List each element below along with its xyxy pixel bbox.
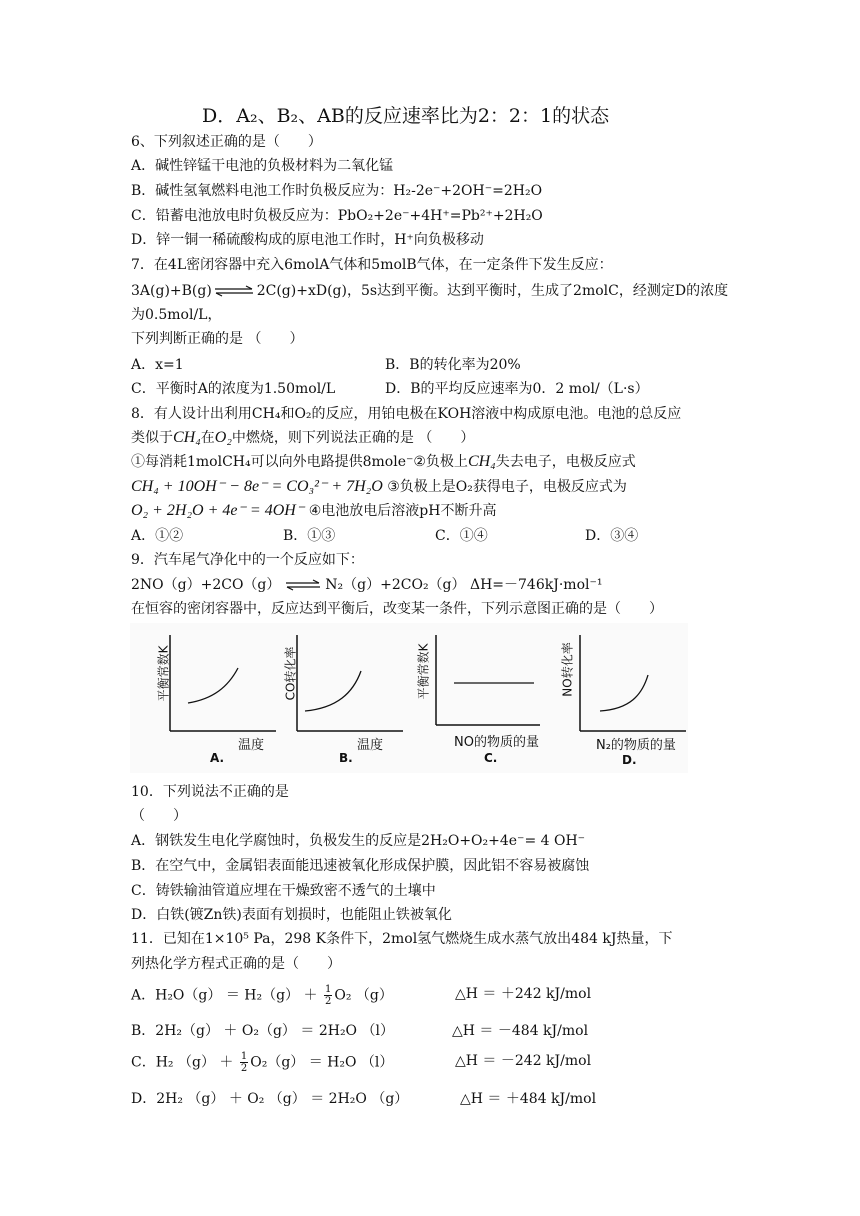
q8-option-b: B．①③ [283,528,336,544]
q8-equation-2: O₂ + 2H₂O + 4e⁻ = 4OH⁻ [131,502,305,519]
frac-num: 1 [324,984,332,995]
graph-c-ylabel: 平衡常数K [416,643,431,700]
q9-stem: 9．汽车尾气净化中的一个反应如下： [131,552,364,568]
q8-statement-1: ①每消耗1molCH₄可以向外电路提供8mole⁻②负极上 [131,454,468,470]
graph-d-xlabel: N₂的物质的量 [596,738,676,753]
q8-option-c: C．①④ [435,528,488,544]
q9-eq-right: N₂（g）+2CO₂（g） ΔH=－746kJ·mol⁻¹ [325,577,603,593]
q6-option-d: D．锌一铜一稀硫酸构成的原电池工作时，H⁺向负极移动 [131,232,484,248]
q8-option-d: D．③④ [585,528,639,544]
q8-line5 [131,501,496,521]
o2-formula: O₂ [214,429,232,446]
q9-eq-left: 2NO（g）+2CO（g） [131,577,281,593]
q11-option-a [131,984,393,1007]
curve-rising [188,668,238,703]
graph-d [550,623,685,773]
q8-line2 [131,428,474,448]
q10-option-b: B．在空气中，金属铝表面能迅速被氧化形成保护膜，因此铝不容易被腐蚀 [131,858,590,874]
q11-option-d-dh: △H ＝ ＋484 kJ/mol [460,1091,597,1107]
q10-option-d: D．白铁(镀Zn铁)表面有划损时，也能阻止铁被氧化 [131,907,452,923]
curve-rising [305,671,361,711]
q9-graph-figure [130,623,688,773]
frac-den: 2 [324,996,332,1007]
ch4-formula: CH₄ [173,429,201,446]
q7-option-a: A．x=1 [131,357,184,373]
q7-eq-left: 3A(g)+B(g) [131,283,212,299]
q7-line3: 为0.5mol/L， [131,307,222,323]
q11-a-left: A．H₂O（g） ＝ H₂（g） ＋ [131,987,318,1004]
q11-line1: 11．已知在1×10⁵ Pa，298 K条件下，2mol氢气燃烧生成水蒸气放出484 kJ热量，下 [131,931,673,947]
equilibrium-arrow-icon [214,285,254,297]
q10-option-c: C．铸铁输油管道应埋在干燥致密不透气的土壤中 [131,883,436,899]
graph-d-letter: D. [622,753,637,767]
q11-option-a-dh: △H ＝ ＋242 kJ/mol [455,986,592,1002]
q11-a-right: O₂ （g） [334,987,393,1004]
graph-b-letter: B. [339,751,353,765]
frac-num: 1 [240,1051,248,1062]
q11-c-left: C．H₂ （g） ＋ [131,1054,234,1071]
q6-option-c: C．铅蓄电池放电时负极反应为：PbO₂+2e⁻+4H⁺=Pb²⁺+2H₂O [131,208,543,224]
q7-equation [131,281,728,301]
q6-option-b: B．碱性氢氧燃料电池工作时负极反应为：H₂-2e⁻+2OH⁻=2H₂O [131,183,543,199]
graph-b-ylabel: CO转化率 [283,646,298,701]
ch4-formula-2: CH₄ [467,453,496,470]
q8-line1: 8．有人设计出利用CH₄和O₂的反应，用铂电极在KOH溶液中构成原电池。电池的总反应 [131,406,682,422]
equilibrium-arrow-icon [285,579,321,591]
graph-c-letter: C. [484,751,498,765]
q8-text-a: 类似于 [131,430,173,446]
q9-question: 在恒容的密闭容器中，反应达到平衡后，改变某一条件，下列示意图正确的是（ ） [131,601,663,617]
q8-text-b: 在 [200,430,215,446]
q7-option-b: B．B的转化率为20% [385,357,521,373]
q8-statement-3: ③负极上是O₂获得电子，电极反应式为 [387,479,627,495]
q11-option-b: B．2H₂（g） ＋ O₂（g） ＝ 2H₂O （l） [131,1023,394,1039]
graph-a-xlabel: 温度 [238,738,265,753]
q7-option-c: C．平衡时A的浓度为1.50mol/L [131,381,336,397]
graph-a-letter: A. [210,751,225,765]
graph-b [275,623,410,773]
graph-a-ylabel: 平衡常数K [156,645,171,702]
q8-statement-4: ④电池放电后溶液pH不断升高 [308,503,497,519]
q5-option-d: D．A₂、B₂、AB的反应速率比为2：2：1的状态 [202,105,610,127]
frac-den: 2 [240,1063,248,1074]
q11-line2: 列热化学方程式正确的是（ ） [131,956,341,972]
q6-stem: 6、下列叙述正确的是（ ） [131,134,322,150]
q8-text-c: 中燃烧，则下列说法正确的是 （ ） [231,430,475,446]
q11-option-d: D．2H₂ （g） ＋ O₂ （g） ＝ 2H₂O （g） [131,1091,409,1107]
graph-c-xlabel: NO的物质的量 [454,735,539,750]
graph-b-xlabel: 温度 [357,738,384,753]
q6-option-a: A．碱性锌锰干电池的负极材料为二氧化锰 [131,158,394,174]
q11-option-c [131,1051,393,1074]
q8-option-a: A．①② [131,528,184,544]
q8-line4 [131,477,627,497]
q11-option-b-dh: △H ＝ －484 kJ/mol [452,1023,589,1039]
q8-equation-1: CH₄ + 10OH⁻ − 8e⁻ = CO₃²⁻ + 7H₂O [131,478,383,495]
q9-equation [131,575,602,595]
q10-answer-paren: （ ） [131,808,187,824]
graph-a [148,623,283,773]
graph-d-ylabel: NO转化率 [560,642,575,697]
graph-c [406,623,541,773]
curve-rising [600,675,648,711]
fraction-one-half [240,1051,248,1074]
q7-option-d: D．B的平均反应速率为0．2 mol/（L·s） [385,381,649,397]
q7-stem: 7．在4L密闭容器中充入6molA气体和5molB气体，在一定条件下发生反应： [131,257,613,273]
q11-c-right: O₂（g） ＝ H₂O （l） [250,1054,394,1071]
q8-line3 [131,452,636,472]
q8-statement-2: 失去电子，电极反应式 [495,454,636,470]
q7-eq-right: 2C(g)+xD(g)，5s达到平衡。达到平衡时，生成了2molC，经测定D的浓度 [256,283,729,299]
fraction-one-half [324,984,332,1007]
q10-option-a: A．钢铁发生电化学腐蚀时，负极发生的反应是2H₂O+O₂+4e⁻= 4 OH⁻ [131,833,586,849]
q7-question: 下列判断正确的是 （ ） [131,331,304,347]
q10-stem: 10．下列说法不正确的是 [131,784,289,800]
q11-option-c-dh: △H ＝ －242 kJ/mol [455,1053,592,1069]
